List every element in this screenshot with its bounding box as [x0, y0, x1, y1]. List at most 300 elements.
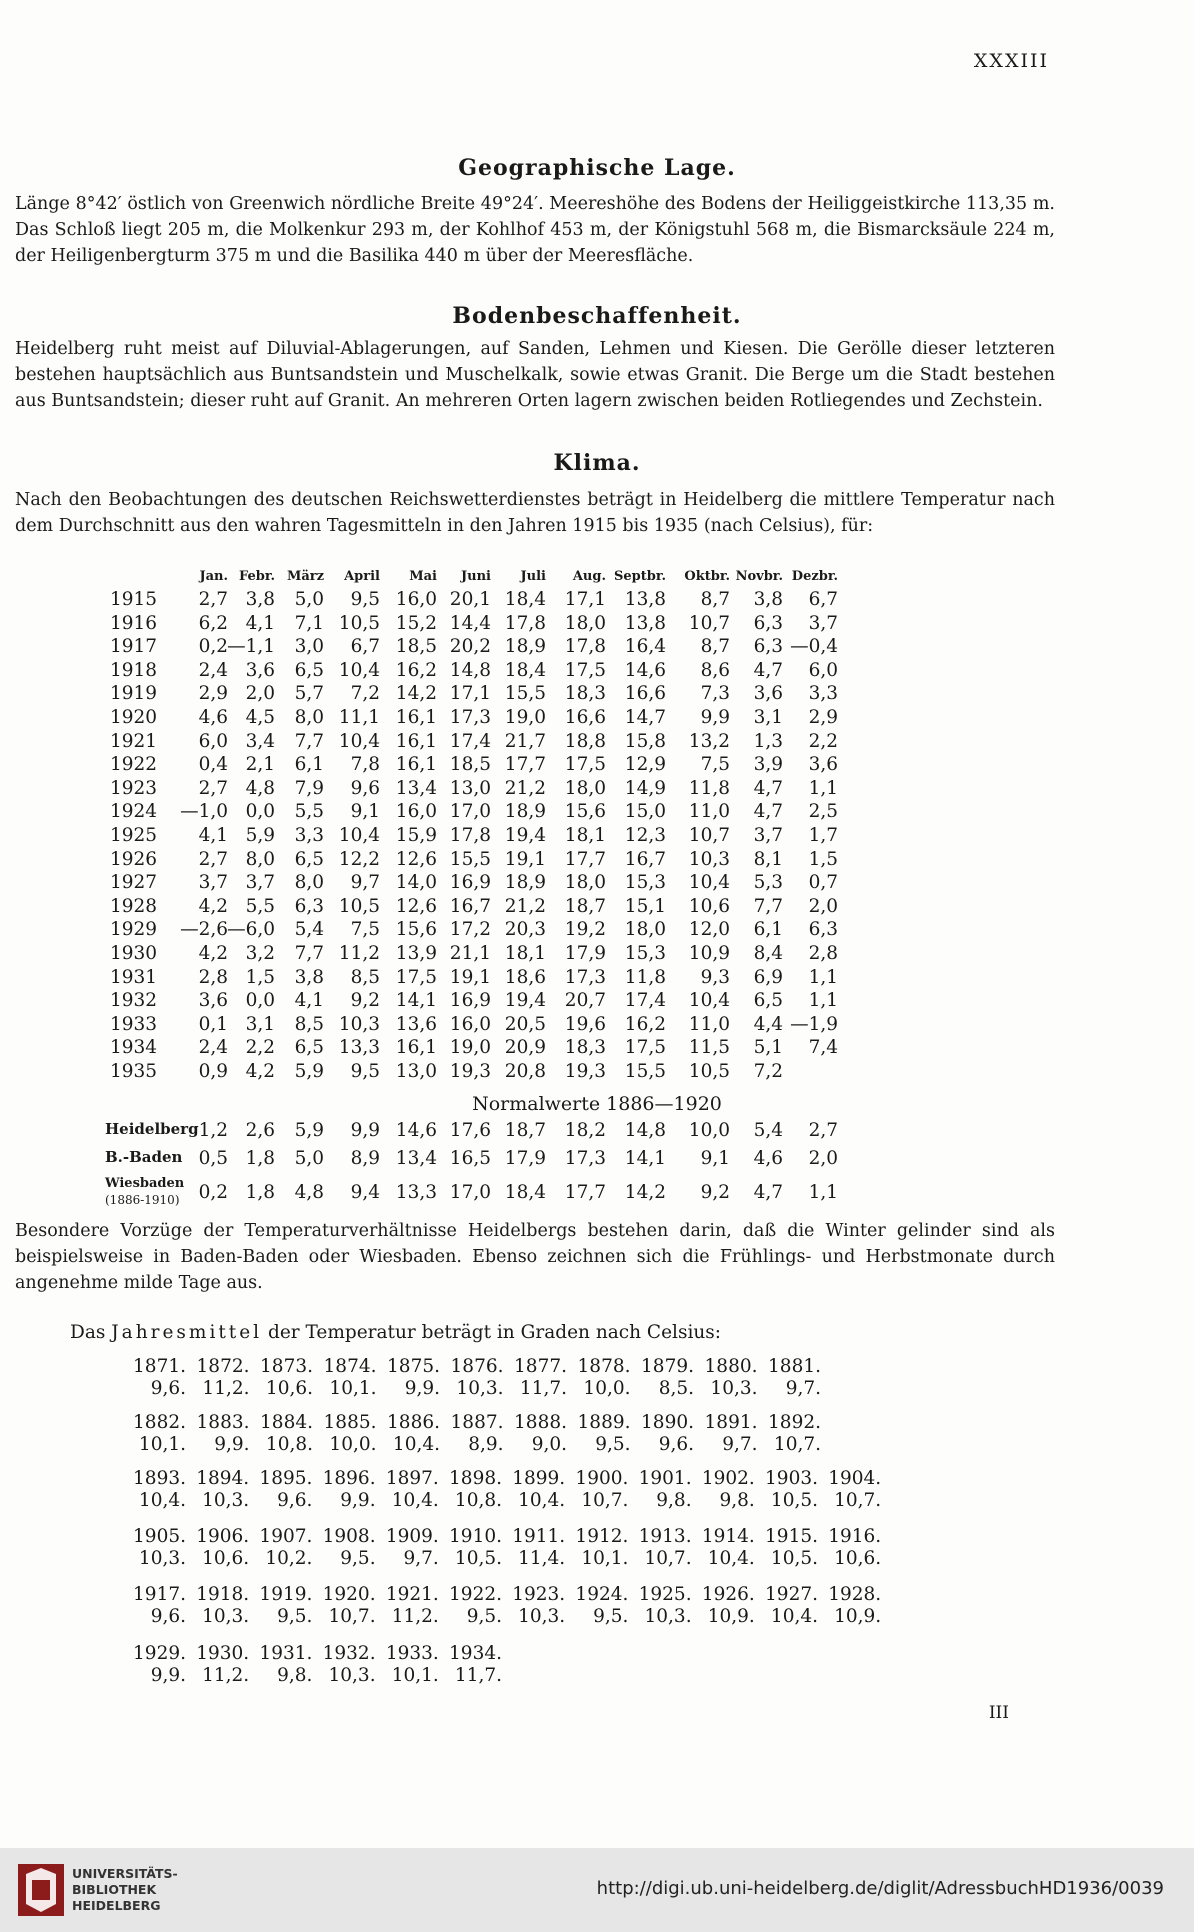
annual-value: 10,0. [329, 1434, 377, 1455]
table-cell: 14,0 [395, 872, 437, 894]
normal-values-row [105, 1148, 950, 1178]
annual-year: 1875. [387, 1356, 440, 1377]
table-cell: 4,7 [753, 659, 783, 681]
table-cell: 7,7 [294, 943, 324, 964]
annual-year: 1891. [704, 1412, 758, 1433]
monthly-temperature-table [110, 565, 950, 1085]
table-cell: 9,1 [700, 1148, 730, 1169]
table-year-cell: 1917 [110, 636, 158, 658]
table-year-cell: 1932 [110, 990, 158, 1012]
annual-year: 1882. [133, 1412, 186, 1433]
annual-value: 10,7. [644, 1548, 692, 1569]
table-cell: 7,8 [350, 754, 380, 776]
table-cell: 2,8 [808, 943, 838, 964]
annual-year: 1910. [449, 1526, 502, 1547]
table-cell: 3,1 [245, 1013, 275, 1035]
table-cell: 21,2 [504, 895, 546, 917]
annual-year: 1884. [260, 1412, 313, 1433]
annual-value: 10,7. [773, 1434, 821, 1455]
annual-value: 9,7. [403, 1548, 439, 1569]
table-cell: 9,2 [350, 990, 380, 1012]
table-cell: 2,6 [245, 1120, 275, 1141]
table-cell: 15,0 [624, 801, 666, 823]
table-cell: 10,7 [688, 825, 730, 846]
table-cell: 15,5 [624, 1061, 666, 1082]
table-cell: 7,1 [294, 612, 324, 634]
table-cell: 13,3 [395, 1182, 437, 1203]
annual-year: 1887. [450, 1412, 504, 1433]
table-cell: 6,2 [198, 612, 228, 634]
table-cell: 18,0 [564, 612, 606, 634]
table-row [110, 801, 950, 825]
table-cell: 17,1 [564, 589, 606, 610]
table-cell: 2,7 [198, 777, 228, 799]
table-cell: 17,8 [564, 636, 606, 658]
annual-year: 1906. [196, 1526, 250, 1547]
annual-value: 9,6. [150, 1606, 186, 1627]
table-cell: 17,1 [449, 683, 491, 705]
table-cell: 9,6 [350, 777, 380, 799]
table-cell: 12,6 [395, 895, 437, 917]
annual-value: 10,3. [202, 1490, 250, 1511]
annual-value: 10,7. [581, 1490, 629, 1511]
annual-year: 1881. [768, 1356, 821, 1377]
annual-value: 9,0. [531, 1434, 567, 1455]
table-header-cell: Aug. [572, 569, 606, 584]
annual-value: 10,1. [329, 1378, 377, 1399]
source-url-link[interactable]: http://digi.ub.uni-heidelberg.de/diglit/AdressbuchHD1936/0039 [596, 1878, 1164, 1899]
table-cell: 3,3 [294, 825, 324, 846]
table-cell: 18,0 [624, 919, 666, 941]
table-cell: 5,1 [753, 1037, 783, 1059]
annual-group [120, 1584, 970, 1634]
annual-group [120, 1526, 970, 1576]
annual-value: 10,4. [518, 1490, 566, 1511]
table-cell: 2,7 [198, 589, 228, 610]
annual-value: 10,5. [770, 1548, 818, 1569]
library-name-line-2: BIBLIOTHEK [72, 1882, 157, 1897]
heading-geographic-location: Geographische Lage. [458, 155, 736, 181]
table-cell: 12,9 [624, 754, 666, 776]
annual-value: 9,7. [722, 1434, 758, 1455]
table-cell: 14,6 [624, 659, 666, 681]
table-cell: 9,1 [350, 801, 380, 823]
table-cell: 7,5 [700, 754, 730, 776]
table-cell: 19,0 [449, 1037, 491, 1059]
table-cell: 11,8 [688, 777, 730, 799]
table-header-cell: März [286, 569, 324, 584]
annual-value: 9,8. [277, 1665, 313, 1686]
annual-group [120, 1412, 970, 1462]
annual-year: 1892. [768, 1412, 821, 1433]
table-cell: 13,8 [624, 612, 666, 634]
annual-year: 1900. [575, 1468, 629, 1489]
table-cell: 4,8 [245, 777, 275, 799]
table-cell: 2,9 [198, 683, 228, 705]
table-cell: 19,1 [449, 966, 491, 988]
annual-year: 1914. [701, 1526, 755, 1547]
table-cell: 13,3 [338, 1037, 380, 1059]
annual-value: 9,5. [595, 1434, 631, 1455]
table-cell: 3,7 [198, 872, 228, 894]
normal-values-city-label: B.-Baden [105, 1148, 183, 1166]
library-name-line-3: HEIDELBERG [72, 1898, 161, 1913]
annual-value: 10,6. [834, 1548, 882, 1569]
table-cell: 5,0 [294, 589, 324, 610]
annual-value: 10,3. [710, 1378, 758, 1399]
table-cell: 5,0 [294, 1148, 324, 1169]
table-cell: 10,0 [688, 1120, 730, 1141]
table-cell: 8,6 [700, 659, 730, 681]
table-cell: 6,3 [808, 919, 838, 941]
table-cell: 18,3 [564, 683, 606, 705]
table-cell: 15,8 [624, 730, 666, 752]
table-cell: 4,2 [198, 895, 228, 917]
paragraph-geographic-location: Länge 8°42′ östlich von Greenwich nördliche Breite 49°24′. Meereshöhe des Bodens der Heiliggeistkirche 113,35 m. Das Schloß liegt 205 m, die Molkenkur 293 m, der Kohlhof 453 m, der Königstuhl 568 m, die Bismarcksäule 224 m, der Heiligenbergturm 375 m und die Basilika 440 m über der Meeresfläche. [15, 194, 1055, 266]
annual-year: 1888. [514, 1412, 567, 1433]
annual-value: 8,5. [658, 1378, 694, 1399]
table-cell: 11,0 [688, 801, 730, 823]
table-cell: 6,5 [294, 848, 324, 870]
annual-value: 11,2. [202, 1378, 250, 1399]
table-row [110, 613, 950, 637]
table-cell: 4,2 [245, 1061, 275, 1082]
table-cell: 10,9 [688, 943, 730, 964]
annual-year: 1912. [575, 1526, 629, 1547]
table-cell: 8,5 [294, 1013, 324, 1035]
table-cell: —0,4 [790, 636, 838, 658]
table-year-cell: 1915 [110, 589, 158, 610]
annual-value: 10,8. [454, 1490, 502, 1511]
annual-value: 10,3. [328, 1665, 376, 1686]
table-cell: 13,2 [688, 730, 730, 752]
table-cell: 5,5 [294, 801, 324, 823]
table-cell: 3,1 [753, 707, 783, 728]
annual-group [120, 1356, 970, 1406]
annual-year: 1920. [322, 1584, 376, 1605]
table-cell: 2,0 [808, 895, 838, 917]
table-cell: 1,7 [808, 825, 838, 846]
annual-value: 9,5. [277, 1606, 313, 1627]
table-cell: 16,2 [395, 659, 437, 681]
table-cell: 16,0 [395, 589, 437, 610]
table-cell: 4,6 [198, 707, 228, 728]
annual-year: 1876. [450, 1356, 504, 1377]
table-cell: 18,3 [564, 1037, 606, 1059]
table-cell: 14,1 [624, 1148, 666, 1169]
annual-year: 1873. [260, 1356, 313, 1377]
annual-year: 1893. [133, 1468, 186, 1489]
table-cell: 18,4 [504, 659, 546, 681]
table-cell: 1,1 [808, 777, 838, 799]
annual-value: 10,2. [265, 1548, 313, 1569]
annual-year: 1927. [765, 1584, 818, 1605]
annual-value: 10,3. [644, 1606, 692, 1627]
table-header-cell: Juni [461, 569, 491, 584]
table-cell: 17,5 [624, 1037, 666, 1059]
table-cell: 20,8 [504, 1061, 546, 1082]
table-cell: 3,0 [294, 636, 324, 658]
table-cell: 16,1 [395, 754, 437, 776]
table-cell: —1,0 [180, 801, 228, 823]
annual-value: 10,8. [265, 1434, 313, 1455]
table-cell: 4,1 [198, 825, 228, 846]
annual-value: 10,5. [454, 1548, 502, 1569]
annual-value: 9,6. [277, 1490, 313, 1511]
table-year-cell: 1929 [110, 919, 158, 941]
annual-year: 1926. [701, 1584, 755, 1605]
table-cell: 3,7 [808, 612, 838, 634]
table-year-cell: 1916 [110, 612, 158, 634]
annual-value: 11,7. [454, 1665, 502, 1686]
annual-year: 1916. [828, 1526, 882, 1547]
table-cell: 7,2 [753, 1061, 783, 1082]
annual-year: 1929. [133, 1643, 186, 1664]
table-cell: 8,5 [350, 966, 380, 988]
table-cell: 2,4 [198, 659, 228, 681]
table-cell: 20,7 [564, 990, 606, 1012]
table-cell: 9,2 [700, 1182, 730, 1203]
table-cell: 16,1 [395, 1037, 437, 1059]
table-cell: 1,2 [198, 1120, 228, 1141]
annual-value: 11,2. [391, 1606, 439, 1627]
table-cell: 17,5 [395, 966, 437, 988]
table-cell: 17,4 [624, 990, 666, 1012]
table-cell: 1,8 [245, 1148, 275, 1169]
table-cell: 10,3 [688, 848, 730, 870]
table-cell: 10,3 [338, 1013, 380, 1035]
annual-value: 10,1. [138, 1434, 186, 1455]
table-row [110, 1014, 950, 1038]
table-cell: 8,7 [700, 589, 730, 610]
table-cell: 10,6 [688, 895, 730, 917]
annual-value: 11,2. [202, 1665, 250, 1686]
table-cell: 14,9 [624, 777, 666, 799]
page-roman-numeral: III [988, 1703, 1009, 1723]
table-cell: 8,0 [245, 848, 275, 870]
table-cell: 3,7 [245, 872, 275, 894]
university-library-logo [18, 1864, 64, 1916]
table-cell: 8,0 [294, 872, 324, 894]
table-cell: 10,5 [338, 895, 380, 917]
heading-soil: Bodenbeschaffenheit. [452, 303, 742, 329]
table-cell: 2,2 [808, 730, 838, 752]
table-cell: 4,7 [753, 801, 783, 823]
table-cell: 6,1 [294, 754, 324, 776]
annual-year: 1883. [196, 1412, 250, 1433]
annual-year: 1913. [638, 1526, 692, 1547]
table-cell: 8,9 [350, 1148, 380, 1169]
paragraph-climate: Nach den Beobachtungen des deutschen Reichswetterdienstes beträgt in Heidelberg die mittlere Temperatur nach dem Durchschnitt aus den wahren Tagesmitteln in den Jahren 1915 bis 1935 (nach Celsius), für: [15, 490, 1055, 536]
normal-values-title: Normalwerte 1886—1920 [472, 1093, 722, 1115]
annual-value: 9,5. [340, 1548, 376, 1569]
table-cell: 13,4 [395, 777, 437, 799]
table-cell: 3,6 [245, 659, 275, 681]
normal-values-row [105, 1120, 950, 1150]
table-cell: 13,0 [395, 1061, 437, 1082]
table-cell: 21,1 [449, 943, 491, 964]
annual-year: 1885. [323, 1412, 377, 1433]
table-cell: 6,3 [753, 612, 783, 634]
table-cell: 16,9 [449, 990, 491, 1012]
table-header-cell: April [344, 569, 380, 584]
table-cell: 13,9 [395, 943, 437, 964]
table-cell: 9,9 [700, 707, 730, 728]
annual-value: 10,4. [770, 1606, 818, 1627]
annual-year: 1907. [259, 1526, 313, 1547]
normal-values-city-sublabel: (1886-1910) [105, 1193, 180, 1207]
table-row [110, 754, 950, 778]
table-cell: 12,0 [688, 919, 730, 941]
table-cell: 14,8 [624, 1120, 666, 1141]
table-cell: 4,5 [245, 707, 275, 728]
annual-value: 9,9. [214, 1434, 250, 1455]
annual-year: 1880. [704, 1356, 758, 1377]
table-cell: 2,7 [808, 1120, 838, 1141]
table-cell: 9,4 [350, 1182, 380, 1203]
table-cell: 14,2 [624, 1182, 666, 1203]
table-cell: 3,8 [753, 589, 783, 610]
annual-year: 1924. [575, 1584, 629, 1605]
table-row [110, 683, 950, 707]
annual-group [120, 1468, 970, 1518]
annual-year: 1933. [385, 1643, 439, 1664]
table-cell: 5,9 [245, 825, 275, 846]
table-cell: 6,7 [808, 589, 838, 610]
annual-year: 1898. [449, 1468, 502, 1489]
table-cell: —6,0 [227, 919, 275, 941]
table-cell: 11,5 [688, 1037, 730, 1059]
table-cell: 18,4 [504, 589, 546, 610]
annual-value: 10,0. [583, 1378, 631, 1399]
table-year-cell: 1923 [110, 777, 158, 799]
table-cell: 6,5 [753, 990, 783, 1012]
annual-year: 1894. [196, 1468, 250, 1489]
table-cell: 2,0 [245, 683, 275, 705]
annual-value: 10,3. [138, 1548, 186, 1569]
annual-year: 1918. [196, 1584, 250, 1605]
table-cell: 12,3 [624, 825, 666, 846]
table-cell: 2,2 [245, 1037, 275, 1059]
table-header-cell: Juli [520, 569, 546, 584]
annual-year: 1890. [641, 1412, 694, 1433]
table-cell: 10,4 [688, 872, 730, 894]
table-header-cell: Oktbr. [684, 569, 730, 584]
table-cell: 3,4 [245, 730, 275, 752]
table-cell: 3,6 [198, 990, 228, 1012]
annual-value: 10,4. [138, 1490, 186, 1511]
paragraph-advantages: Besondere Vorzüge der Temperaturverhältnisse Heidelbergs bestehen darin, daß die Winter gelinder sind als beispielsweise in Baden-Baden oder Wiesbaden. Ebenso zeichnen sich die Frühlings- und Herbstmonate durch angenehme milde Tage aus. [15, 1221, 1055, 1293]
annual-value: 10,4. [391, 1490, 439, 1511]
heading-climate: Klima. [553, 450, 641, 476]
table-cell: 9,5 [350, 589, 380, 610]
table-cell: 19,3 [449, 1061, 491, 1082]
table-year-cell: 1926 [110, 848, 158, 870]
table-cell: 17,9 [564, 943, 606, 964]
table-cell: 11,8 [624, 966, 666, 988]
table-cell: 13,4 [395, 1148, 437, 1169]
table-year-cell: 1931 [110, 966, 158, 988]
table-cell: 5,9 [294, 1120, 324, 1141]
table-cell: 13,0 [449, 777, 491, 799]
table-cell: 6,7 [350, 636, 380, 658]
table-cell: 2,8 [198, 966, 228, 988]
annual-value: 9,8. [719, 1490, 755, 1511]
table-cell: 20,5 [504, 1013, 546, 1035]
annual-year: 1886. [387, 1412, 440, 1433]
table-cell: 19,1 [504, 848, 546, 870]
table-cell: 5,4 [294, 919, 324, 941]
table-cell: 19,4 [504, 825, 546, 846]
table-cell: 18,9 [504, 801, 546, 823]
annual-year: 1917. [133, 1584, 186, 1605]
annual-value: 9,5. [466, 1606, 502, 1627]
paragraph-soil: Heidelberg ruht meist auf Diluvial-Ablagerungen, auf Sanden, Lehmen und Kiesen. Die Gerölle dieser letzteren bestehen hauptsächlich aus Buntsandstein und Muschelkalk, sowie etwas Granit. Die Berge um die Stadt bestehen aus Buntsandstein; dieser ruht auf Granit. An mehreren Orten lagern zwischen beiden Rotliegendes und Zechstein. [15, 339, 1055, 411]
table-cell: 16,7 [624, 848, 666, 870]
table-cell: 3,6 [808, 754, 838, 776]
table-cell: 13,6 [395, 1013, 437, 1035]
table-cell: 16,6 [624, 683, 666, 705]
table-cell: 4,1 [245, 612, 275, 634]
table-header-cell: Mai [409, 569, 437, 584]
table-row [110, 990, 950, 1014]
table-cell: 1,1 [808, 1182, 838, 1203]
table-cell: 17,3 [564, 1148, 606, 1169]
table-header-row [110, 565, 950, 589]
annual-value: 10,9. [707, 1606, 755, 1627]
annual-value: 10,7. [328, 1606, 376, 1627]
table-cell: 17,3 [449, 707, 491, 728]
table-cell: 18,4 [504, 1182, 546, 1203]
table-cell: 17,6 [449, 1120, 491, 1141]
table-cell: 10,5 [688, 1061, 730, 1082]
table-header-cell: Septbr. [613, 569, 666, 584]
table-year-cell: 1921 [110, 730, 158, 752]
annual-year: 1902. [701, 1468, 755, 1489]
table-row [110, 660, 950, 684]
annual-year: 1877. [514, 1356, 567, 1377]
annual-year: 1909. [385, 1526, 439, 1547]
annual-value: 11,4. [518, 1548, 566, 1569]
annual-value: 9,9. [340, 1490, 376, 1511]
table-cell: 1,8 [245, 1182, 275, 1203]
table-row [110, 1037, 950, 1061]
table-cell: 16,6 [564, 707, 606, 728]
table-cell: 2,0 [808, 1148, 838, 1169]
table-cell: 17,8 [504, 612, 546, 634]
table-row [110, 943, 950, 967]
table-cell: 19,4 [504, 990, 546, 1012]
table-cell: 4,2 [198, 943, 228, 964]
table-cell: 6,0 [808, 659, 838, 681]
footer-bar [0, 1848, 1194, 1932]
annual-value: 10,6. [202, 1548, 250, 1569]
table-cell: 11,2 [338, 943, 380, 964]
table-cell: 17,8 [449, 825, 491, 846]
table-cell: 7,9 [294, 777, 324, 799]
table-cell: 7,4 [808, 1037, 838, 1059]
table-cell: 16,5 [449, 1148, 491, 1169]
table-cell: 14,2 [395, 683, 437, 705]
table-row [110, 967, 950, 991]
normal-values-table [105, 1120, 950, 1207]
annual-year: 1921. [385, 1584, 439, 1605]
table-row [110, 872, 950, 896]
table-cell: 14,1 [395, 990, 437, 1012]
table-cell: 1,1 [808, 966, 838, 988]
table-cell: 6,5 [294, 659, 324, 681]
table-cell: 17,7 [504, 754, 546, 776]
